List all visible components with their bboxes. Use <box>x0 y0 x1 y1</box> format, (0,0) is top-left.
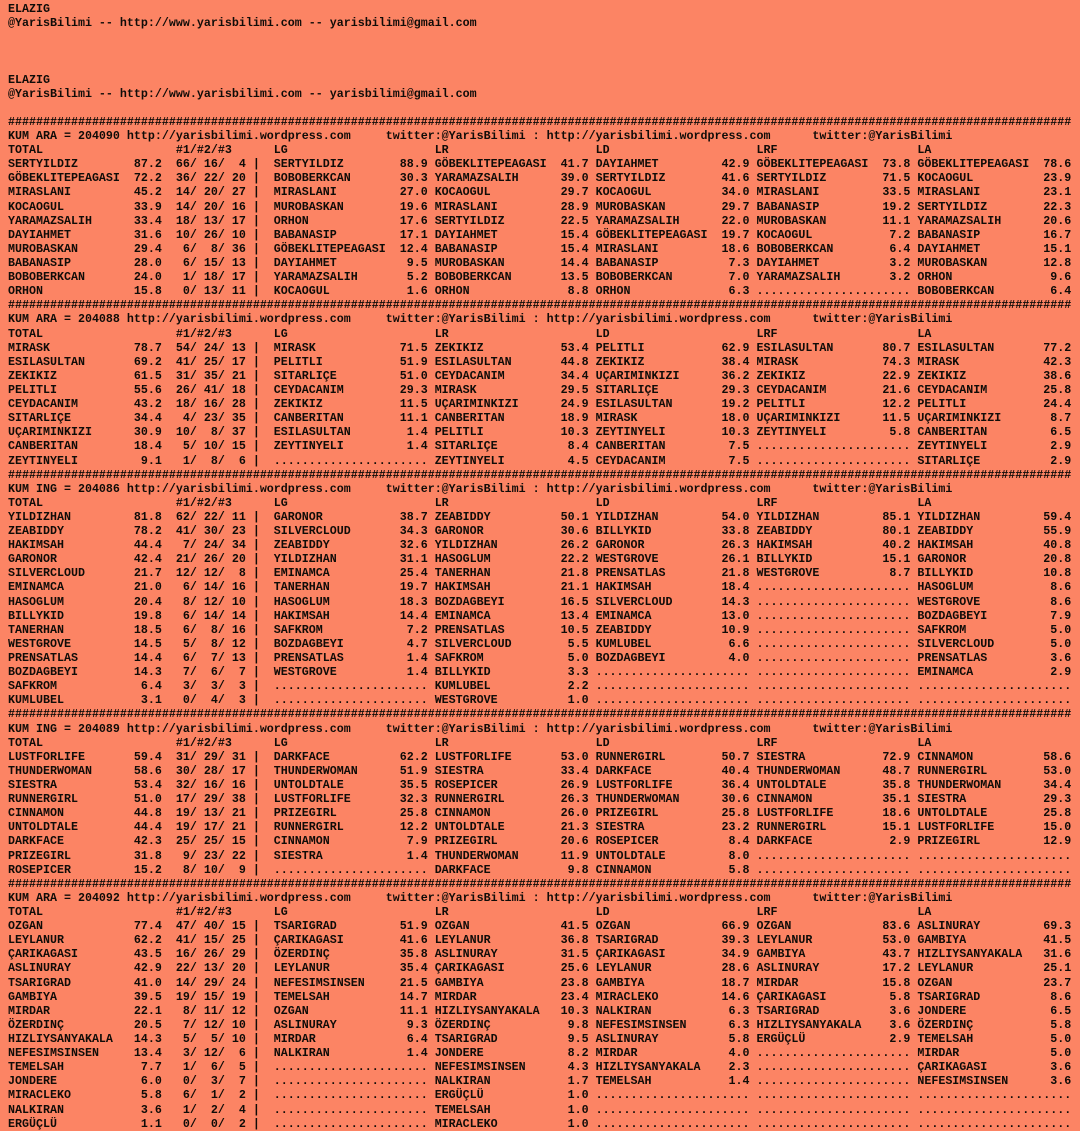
data-row-line: ROSEPICER 15.2 8/ 10/ 9 | ...................... DARKFACE 9.8 CINNAMON 5.8 ...................... ...................... <box>8 862 1072 877</box>
data-row-line: MUROBASKAN 29.4 6/ 8/ 36 | GÖBEKLITEPEAGASI 12.4 BABANASIP 15.4 MIRASLANI 18.6 BOBOBERKCAN 6.4 DAYIAHMET 15.1 <box>8 241 1072 256</box>
separator-line: ######################################################################################################################################################## <box>8 876 1072 891</box>
separator-line: ######################################################################################################################################################## <box>8 707 1072 722</box>
intro-location: ELAZIG <box>8 72 50 87</box>
data-row-line: ERGÜÇLÜ 1.1 0/ 0/ 2 | ...................... MIRACLEKO 1.0 ...................... ...................... ...................... <box>8 1116 1072 1131</box>
data-row-line: PRIZEGIRL 31.8 9/ 23/ 22 | SIESTRA 1.4 THUNDERWOMAN 11.9 UNTOLDTALE 8.0 ...................... ...................... <box>8 848 1072 863</box>
data-row-line: ÖZERDINÇ 20.5 7/ 12/ 10 | ASLINURAY 9.3 ÖZERDINÇ 9.8 NEFESIMSINSEN 6.3 HIZLIYSANYAKALA 3.6 ÖZERDINÇ 5.8 <box>8 1017 1072 1032</box>
data-row-line: PELITLI 55.6 26/ 41/ 18 | CEYDACANIM 29.3 MIRASK 29.5 SITARLIÇE 29.3 CEYDACANIM 21.6 CEYDACANIM 25.8 <box>8 382 1072 397</box>
data-row-line: ÇARIKAGASI 43.5 16/ 26/ 29 | ÖZERDINÇ 35.8 ASLINURAY 31.5 ÇARIKAGASI 34.9 GAMBIYA 43.7 HIZLIYSANYAKALA 31.6 <box>8 947 1072 962</box>
data-row-line: BILLYKID 19.8 6/ 14/ 14 | HAKIMSAH 14.4 EMINAMCA 13.4 EMINAMCA 13.0 ...................... BOZDAGBEYI 7.9 <box>8 608 1072 623</box>
column-header-line: TOTAL #1/#2/#3 LG LR LD LRF LA <box>8 143 932 158</box>
data-row-line: TEMELSAH 7.7 1/ 6/ 5 | ...................... NEFESIMSINSEN 4.3 HIZLIYSANYAKALA 2.3 ...................... ÇARIKAGASI 3.6 <box>8 1060 1072 1075</box>
data-row-line: CANBERITAN 18.4 5/ 10/ 15 | ZEYTINYELI 1.4 SITARLIÇE 8.4 CANBERITAN 7.5 ...................... ZEYTINYELI 2.9 <box>8 439 1072 454</box>
data-row-line: KOCAOGUL 33.9 14/ 20/ 16 | MUROBASKAN 19.6 MIRASLANI 28.9 MUROBASKAN 29.7 BABANASIP 19.2 SERTYILDIZ 22.3 <box>8 199 1072 214</box>
data-row-line: ZEYTINYELI 9.1 1/ 8/ 6 | ...................... ZEYTINYELI 4.5 CEYDACANIM 7.5 ...................... SITARLIÇE 2.9 <box>8 453 1072 468</box>
column-header-line: TOTAL #1/#2/#3 LG LR LD LRF LA <box>8 735 932 750</box>
data-row-line: GÖBEKLITEPEAGASI 72.2 36/ 22/ 20 | BOBOBERKCAN 30.3 YARAMAZSALIH 39.0 SERTYILDIZ 41.6 SERTYILDIZ 71.5 KOCAOGUL 23.9 <box>8 171 1072 186</box>
data-row-line: THUNDERWOMAN 58.6 30/ 28/ 17 | THUNDERWOMAN 51.9 SIESTRA 33.4 DARKFACE 40.4 THUNDERWOMAN 48.7 RUNNERGIRL 53.0 <box>8 763 1072 778</box>
data-row-line: BOZDAGBEYI 14.3 7/ 6/ 7 | WESTGROVE 1.4 BILLYKID 3.3 ...................... ...................... EMINAMCA 2.9 <box>8 665 1072 680</box>
data-row-line: MIRASK 78.7 54/ 24/ 13 | MIRASK 71.5 ZEKIKIZ 53.4 PELITLI 62.9 ESILASULTAN 80.7 ESILASULTAN 77.2 <box>8 340 1072 355</box>
data-row-line: SIESTRA 53.4 32/ 16/ 16 | UNTOLDTALE 35.5 ROSEPICER 26.9 LUSTFORLIFE 36.4 UNTOLDTALE 35.8 THUNDERWOMAN 34.4 <box>8 778 1072 793</box>
data-row-line: LEYLANUR 62.2 41/ 15/ 25 | ÇARIKAGASI 41.6 LEYLANUR 36.8 TSARIGRAD 39.3 LEYLANUR 53.0 GAMBIYA 41.5 <box>8 933 1072 948</box>
intro-byline: @YarisBilimi -- http://www.yarisbilimi.com -- yarisbilimi@gmail.com <box>8 86 477 101</box>
data-row-line: CEYDACANIM 43.2 18/ 16/ 28 | ZEKIKIZ 11.5 UÇARIMINKIZI 24.9 ESILASULTAN 19.2 PELITLI 12.2 PELITLI 24.4 <box>8 397 1072 412</box>
data-row-line: BABANASIP 28.0 6/ 15/ 13 | DAYIAHMET 9.5 MUROBASKAN 14.4 BABANASIP 7.3 DAYIAHMET 3.2 MUROBASKAN 12.8 <box>8 255 1072 270</box>
data-row-line: YARAMAZSALIH 33.4 18/ 13/ 17 | ORHON 17.6 SERTYILDIZ 22.5 YARAMAZSALIH 22.0 MUROBASKAN 11.1 YARAMAZSALIH 20.6 <box>8 213 1072 228</box>
data-row-line: KUMLUBEL 3.1 0/ 4/ 3 | ...................... WESTGROVE 1.0 ...................... ...................... ...................... <box>8 693 1072 708</box>
data-row-line: DARKFACE 42.3 25/ 25/ 15 | CINNAMON 7.9 PRIZEGIRL 20.6 ROSEPICER 8.4 DARKFACE 2.9 PRIZEGIRL 12.9 <box>8 834 1072 849</box>
terminal-lines <box>8 2 1080 1131</box>
data-row-line: GARONOR 42.4 21/ 26/ 20 | YILDIZHAN 31.1 HASOGLUM 22.2 WESTGROVE 26.1 BILLYKID 15.1 GARONOR 20.8 <box>8 552 1072 567</box>
data-row-line: ZEKIKIZ 61.5 31/ 35/ 21 | SITARLIÇE 51.0 CEYDACANIM 34.4 UÇARIMINKIZI 36.2 ZEKIKIZ 22.9 ZEKIKIZ 38.6 <box>8 368 1072 383</box>
data-row-line: CINNAMON 44.8 19/ 13/ 21 | PRIZEGIRL 25.8 CINNAMON 26.0 PRIZEGIRL 25.8 LUSTFORLIFE 18.6 UNTOLDTALE 25.8 <box>8 806 1072 821</box>
column-header-line: TOTAL #1/#2/#3 LG LR LD LRF LA <box>8 326 932 341</box>
data-row-line: RUNNERGIRL 51.0 17/ 29/ 38 | LUSTFORLIFE 32.3 RUNNERGIRL 26.3 THUNDERWOMAN 30.6 CINNAMON 35.1 SIESTRA 29.3 <box>8 792 1072 807</box>
data-row-line: HASOGLUM 20.4 8/ 12/ 10 | HASOGLUM 18.3 BOZDAGBEYI 16.5 SILVERCLOUD 14.3 ...................... WESTGROVE 8.6 <box>8 594 1072 609</box>
data-row-line: EMINAMCA 21.0 6/ 14/ 16 | TANERHAN 19.7 HAKIMSAH 21.1 HAKIMSAH 18.4 ...................... HASOGLUM 8.6 <box>8 580 1072 595</box>
separator-line: ######################################################################################################################################################## <box>8 298 1072 313</box>
section-header-line: KUM ING = 204086 http://yarisbilimi.wordpress.com twitter:@YarisBilimi : http://yarisbilimi.wordpress.com twitter:@YarisBilimi <box>8 481 953 496</box>
data-row-line: SERTYILDIZ 87.2 66/ 16/ 4 | SERTYILDIZ 88.9 GÖBEKLITEPEAGASI 41.7 DAYIAHMET 42.9 GÖBEKLITEPEAGASI 73.8 GÖBEKLITEPEAGASI 78.6 <box>8 157 1072 172</box>
data-row-line: JONDERE 6.0 0/ 3/ 7 | ...................... NALKIRAN 1.7 TEMELSAH 1.4 ...................... NEFESIMSINSEN 3.6 <box>8 1074 1072 1089</box>
data-row-line: ZEABIDDY 78.2 41/ 30/ 23 | SILVERCLOUD 34.3 GARONOR 30.6 BILLYKID 33.8 ZEABIDDY 80.1 ZEABIDDY 55.9 <box>8 524 1072 539</box>
data-row-line: YILDIZHAN 81.8 62/ 22/ 11 | GARONOR 38.7 ZEABIDDY 50.1 YILDIZHAN 54.0 YILDIZHAN 85.1 YILDIZHAN 59.4 <box>8 509 1072 524</box>
data-row-line: MIRACLEKO 5.8 6/ 1/ 2 | ...................... ERGÜÇLÜ 1.0 ...................... ...................... ...................... <box>8 1088 1072 1103</box>
data-row-line: TANERHAN 18.5 6/ 8/ 16 | SAFKROM 7.2 PRENSATLAS 10.5 ZEABIDDY 10.9 ...................... SAFKROM 5.0 <box>8 622 1072 637</box>
blank-line <box>8 58 1080 72</box>
data-row-line: WESTGROVE 14.5 5/ 8/ 12 | BOZDAGBEYI 4.7 SILVERCLOUD 5.5 KUMLUBEL 6.6 ...................... SILVERCLOUD 5.0 <box>8 636 1072 651</box>
data-row-line: UNTOLDTALE 44.4 19/ 17/ 21 | RUNNERGIRL 12.2 UNTOLDTALE 21.3 SIESTRA 23.2 RUNNERGIRL 15.1 LUSTFORLIFE 15.0 <box>8 820 1072 835</box>
blank-line <box>8 44 1080 58</box>
data-row-line: NEFESIMSINSEN 13.4 3/ 12/ 6 | NALKIRAN 1.4 JONDERE 8.2 MIRDAR 4.0 ...................... MIRDAR 5.0 <box>8 1046 1072 1061</box>
data-row-line: BOBOBERKCAN 24.0 1/ 18/ 17 | YARAMAZSALIH 5.2 BOBOBERKCAN 13.5 BOBOBERKCAN 7.0 YARAMAZSALIH 3.2 ORHON 9.6 <box>8 270 1072 285</box>
section-header-line: KUM ARA = 204088 http://yarisbilimi.wordpress.com twitter:@YarisBilimi : http://yarisbilimi.wordpress.com twitter:@YarisBilimi <box>8 312 953 327</box>
blank-line <box>8 101 1080 115</box>
column-header-line: TOTAL #1/#2/#3 LG LR LD LRF LA <box>8 905 932 919</box>
column-header-line: TOTAL #1/#2/#3 LG LR LD LRF LA <box>8 495 932 510</box>
section-header-line: KUM ARA = 204092 http://yarisbilimi.wordpress.com twitter:@YarisBilimi : http://yarisbilimi.wordpress.com twitter:@YarisBilimi <box>8 890 953 905</box>
data-row-line: UÇARIMINKIZI 30.9 10/ 8/ 37 | ESILASULTAN 1.4 PELITLI 10.3 ZEYTINYELI 10.3 ZEYTINYELI 5.8 CANBERITAN 6.5 <box>8 425 1072 440</box>
data-row-line: MIRASLANI 45.2 14/ 20/ 27 | MIRASLANI 27.0 KOCAOGUL 29.7 KOCAOGUL 34.0 MIRASLANI 33.5 MIRASLANI 23.1 <box>8 185 1072 200</box>
data-row-line: ESILASULTAN 69.2 41/ 25/ 17 | PELITLI 51.9 ESILASULTAN 44.8 ZEKIKIZ 38.4 MIRASK 74.3 MIRASK 42.3 <box>8 354 1072 369</box>
data-row-line: HAKIMSAH 44.4 7/ 24/ 34 | ZEABIDDY 32.6 YILDIZHAN 26.2 GARONOR 26.3 HAKIMSAH 40.2 HAKIMSAH 40.8 <box>8 538 1072 553</box>
data-row-line: SILVERCLOUD 21.7 12/ 12/ 8 | EMINAMCA 25.4 TANERHAN 21.8 PRENSATLAS 21.8 WESTGROVE 8.7 BILLYKID 10.8 <box>8 566 1072 581</box>
blank-line <box>8 30 1080 44</box>
data-row-line: NALKIRAN 3.6 1/ 2/ 4 | ...................... TEMELSAH 1.0 ...................... ...................... ...................... <box>8 1102 1072 1117</box>
data-row-line: SAFKROM 6.4 3/ 3/ 3 | ...................... KUMLUBEL 2.2 ...................... ...................... ...................... <box>8 679 1072 694</box>
separator-line: ######################################################################################################################################################## <box>8 467 1072 482</box>
data-row-line: LUSTFORLIFE 59.4 31/ 29/ 31 | DARKFACE 62.2 LUSTFORLIFE 53.0 RUNNERGIRL 50.7 SIESTRA 72.9 CINNAMON 58.6 <box>8 749 1072 764</box>
data-row-line: DAYIAHMET 31.6 10/ 26/ 10 | BABANASIP 17.1 DAYIAHMET 15.4 GÖBEKLITEPEAGASI 19.7 KOCAOGUL 7.2 BABANASIP 16.7 <box>8 227 1072 242</box>
data-row-line: TSARIGRAD 41.0 14/ 29/ 24 | NEFESIMSINSEN 21.5 GAMBIYA 23.8 GAMBIYA 18.7 MIRDAR 15.8 OZGAN 23.7 <box>8 975 1072 990</box>
data-row-line: GAMBIYA 39.5 19/ 15/ 19 | TEMELSAH 14.7 MIRDAR 23.4 MIRACLEKO 14.6 ÇARIKAGASI 5.8 TSARIGRAD 8.6 <box>8 989 1072 1004</box>
section-header-line: KUM ARA = 204090 http://yarisbilimi.wordpress.com twitter:@YarisBilimi : http://yarisbilimi.wordpress.com twitter:@YarisBilimi <box>8 128 953 143</box>
data-row-line: PRENSATLAS 14.4 6/ 7/ 13 | PRENSATLAS 1.4 SAFKROM 5.0 BOZDAGBEYI 4.0 ...................... PRENSATLAS 3.6 <box>8 651 1072 666</box>
data-row-line: SITARLIÇE 34.4 4/ 23/ 35 | CANBERITAN 11.1 CANBERITAN 18.9 MIRASK 18.0 UÇARIMINKIZI 11.5 UÇARIMINKIZI 8.7 <box>8 411 1072 426</box>
data-row-line: HIZLIYSANYAKALA 14.3 5/ 5/ 10 | MIRDAR 6.4 TSARIGRAD 9.5 ASLINURAY 5.8 ERGÜÇLÜ 2.9 TEMELSAH 5.0 <box>8 1031 1072 1046</box>
separator-line: ######################################################################################################################################################## <box>8 114 1072 129</box>
intro-byline: @YarisBilimi -- http://www.yarisbilimi.com -- yarisbilimi@gmail.com <box>8 16 477 31</box>
data-row-line: ORHON 15.8 0/ 13/ 11 | KOCAOGUL 1.6 ORHON 8.8 ORHON 6.3 ...................... BOBOBERKCAN 6.4 <box>8 284 1072 299</box>
data-row-line: ASLINURAY 42.9 22/ 13/ 20 | LEYLANUR 35.4 ÇARIKAGASI 25.6 LEYLANUR 28.6 ASLINURAY 17.2 LEYLANUR 25.1 <box>8 961 1072 976</box>
intro-location: ELAZIG <box>8 2 50 16</box>
data-row-line: MIRDAR 22.1 8/ 11/ 12 | OZGAN 11.1 HIZLIYSANYAKALA 10.3 NALKIRAN 6.3 TSARIGRAD 3.6 JONDERE 6.5 <box>8 1003 1072 1018</box>
data-row-line: OZGAN 77.4 47/ 40/ 15 | TSARIGRAD 51.9 OZGAN 41.5 OZGAN 66.9 OZGAN 83.6 ASLINURAY 69.3 <box>8 919 1072 934</box>
section-header-line: KUM ING = 204089 http://yarisbilimi.wordpress.com twitter:@YarisBilimi : http://yarisbilimi.wordpress.com twitter:@YarisBilimi <box>8 721 953 736</box>
